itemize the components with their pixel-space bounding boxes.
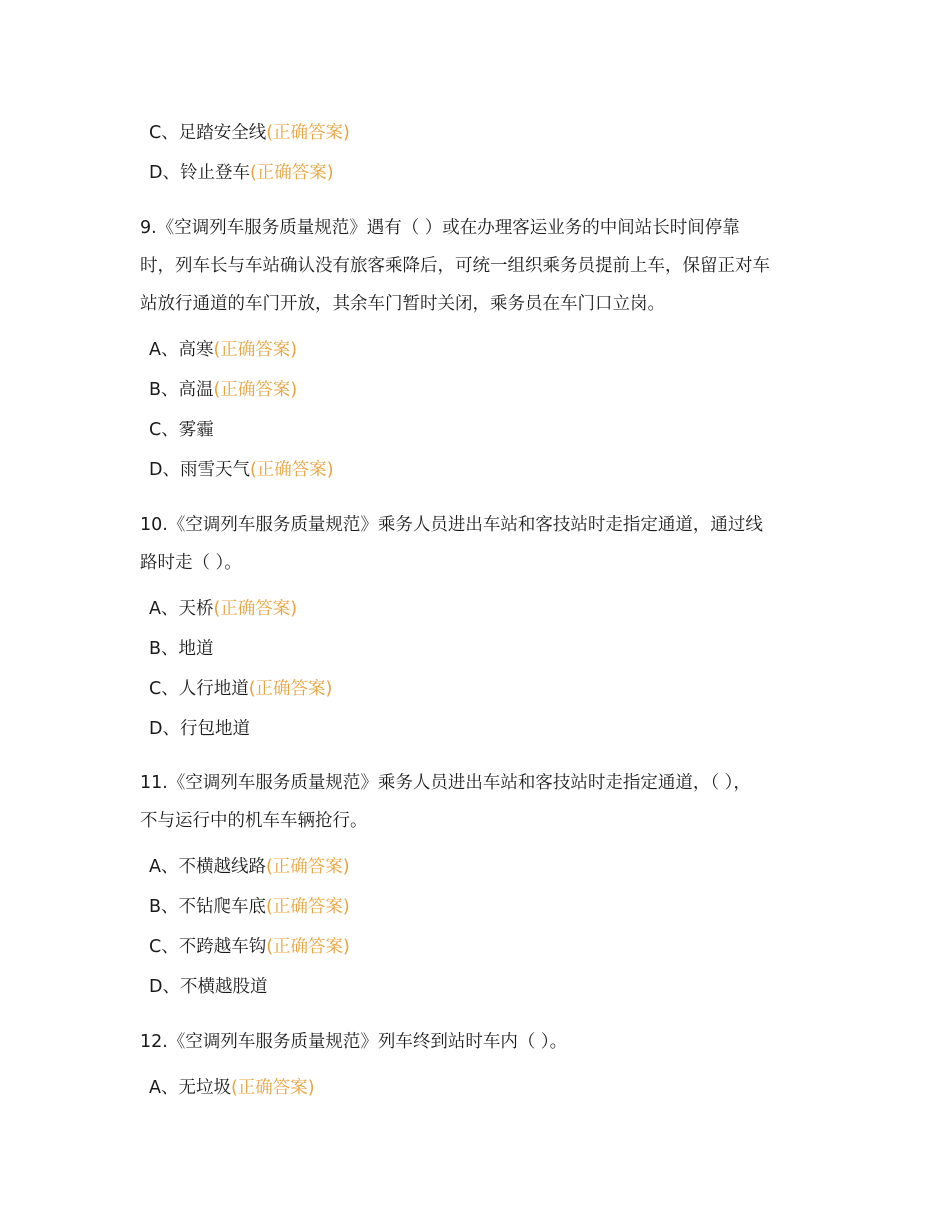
correct-answer-marker: (正确答案): [213, 340, 298, 360]
option-line: [149, 975, 267, 999]
option-text: C、人行地道: [149, 679, 249, 699]
option-line: [149, 338, 297, 362]
option-text: A、天桥: [149, 599, 214, 619]
question-line: 站放行通道的车门开放，其余车门暂时关闭，乘务员在车门口立岗。: [140, 294, 665, 314]
option-line: [149, 855, 350, 879]
question-line: 10.《空调列车服务质量规范》乘务人员进出车站和客技站时走指定通道，通过线: [140, 515, 763, 535]
question-line: 路时走（ ）。: [140, 553, 242, 573]
option-text: C、雾霾: [149, 420, 214, 440]
option-line: [149, 378, 297, 402]
correct-answer-marker: (正确答案): [249, 163, 334, 183]
correct-answer-marker: (正确答案): [213, 599, 298, 619]
option-text: A、不横越线路: [149, 857, 266, 877]
correct-answer-marker: (正确答案): [213, 380, 298, 400]
option-text: D、行包地道: [149, 719, 250, 739]
option-text: B、不钻爬车底: [149, 897, 267, 917]
correct-answer-marker: (正确答案): [230, 1078, 315, 1098]
option-line: [149, 935, 350, 959]
option-line: [149, 717, 250, 741]
option-line: [149, 121, 350, 145]
option-text: C、足踏安全线: [149, 123, 267, 143]
correct-answer-marker: (正确答案): [266, 937, 350, 957]
correct-answer-marker: (正确答案): [265, 857, 350, 877]
correct-answer-marker: (正确答案): [249, 460, 334, 480]
question-line: 时，列车长与车站确认没有旅客乘降后，可统一组织乘务员提前上车，保留正对车: [140, 256, 770, 276]
question-line: 11.《空调列车服务质量规范》乘务人员进出车站和客技站时走指定通道，（ ），: [140, 773, 751, 793]
option-line: [149, 418, 214, 442]
option-line: [149, 637, 214, 661]
correct-answer-marker: (正确答案): [248, 679, 333, 699]
option-text: A、无垃圾: [149, 1078, 231, 1098]
option-text: B、地道: [149, 639, 214, 659]
option-line: [149, 597, 297, 621]
option-line: [149, 1076, 315, 1100]
option-text: D、不横越股道: [149, 977, 268, 997]
question-line: 不与运行中的机车车辆抢行。: [140, 811, 368, 831]
question-line: 9.《空调列车服务质量规范》遇有（ ）或在办理客运业务的中间站长时间停靠: [140, 218, 740, 238]
option-text: C、不跨越车钩: [149, 937, 267, 957]
option-text: A、高寒: [149, 340, 214, 360]
option-line: [149, 677, 332, 701]
option-line: [149, 161, 334, 185]
correct-answer-marker: (正确答案): [266, 897, 350, 917]
option-line: [149, 458, 334, 482]
option-line: [149, 895, 350, 919]
question-line: 12.《空调列车服务质量规范》列车终到站时车内（ ）。: [140, 1032, 568, 1052]
option-text: B、高温: [149, 380, 214, 400]
option-text: D、铃止登车: [149, 163, 250, 183]
option-text: D、雨雪天气: [149, 460, 250, 480]
correct-answer-marker: (正确答案): [266, 123, 350, 143]
